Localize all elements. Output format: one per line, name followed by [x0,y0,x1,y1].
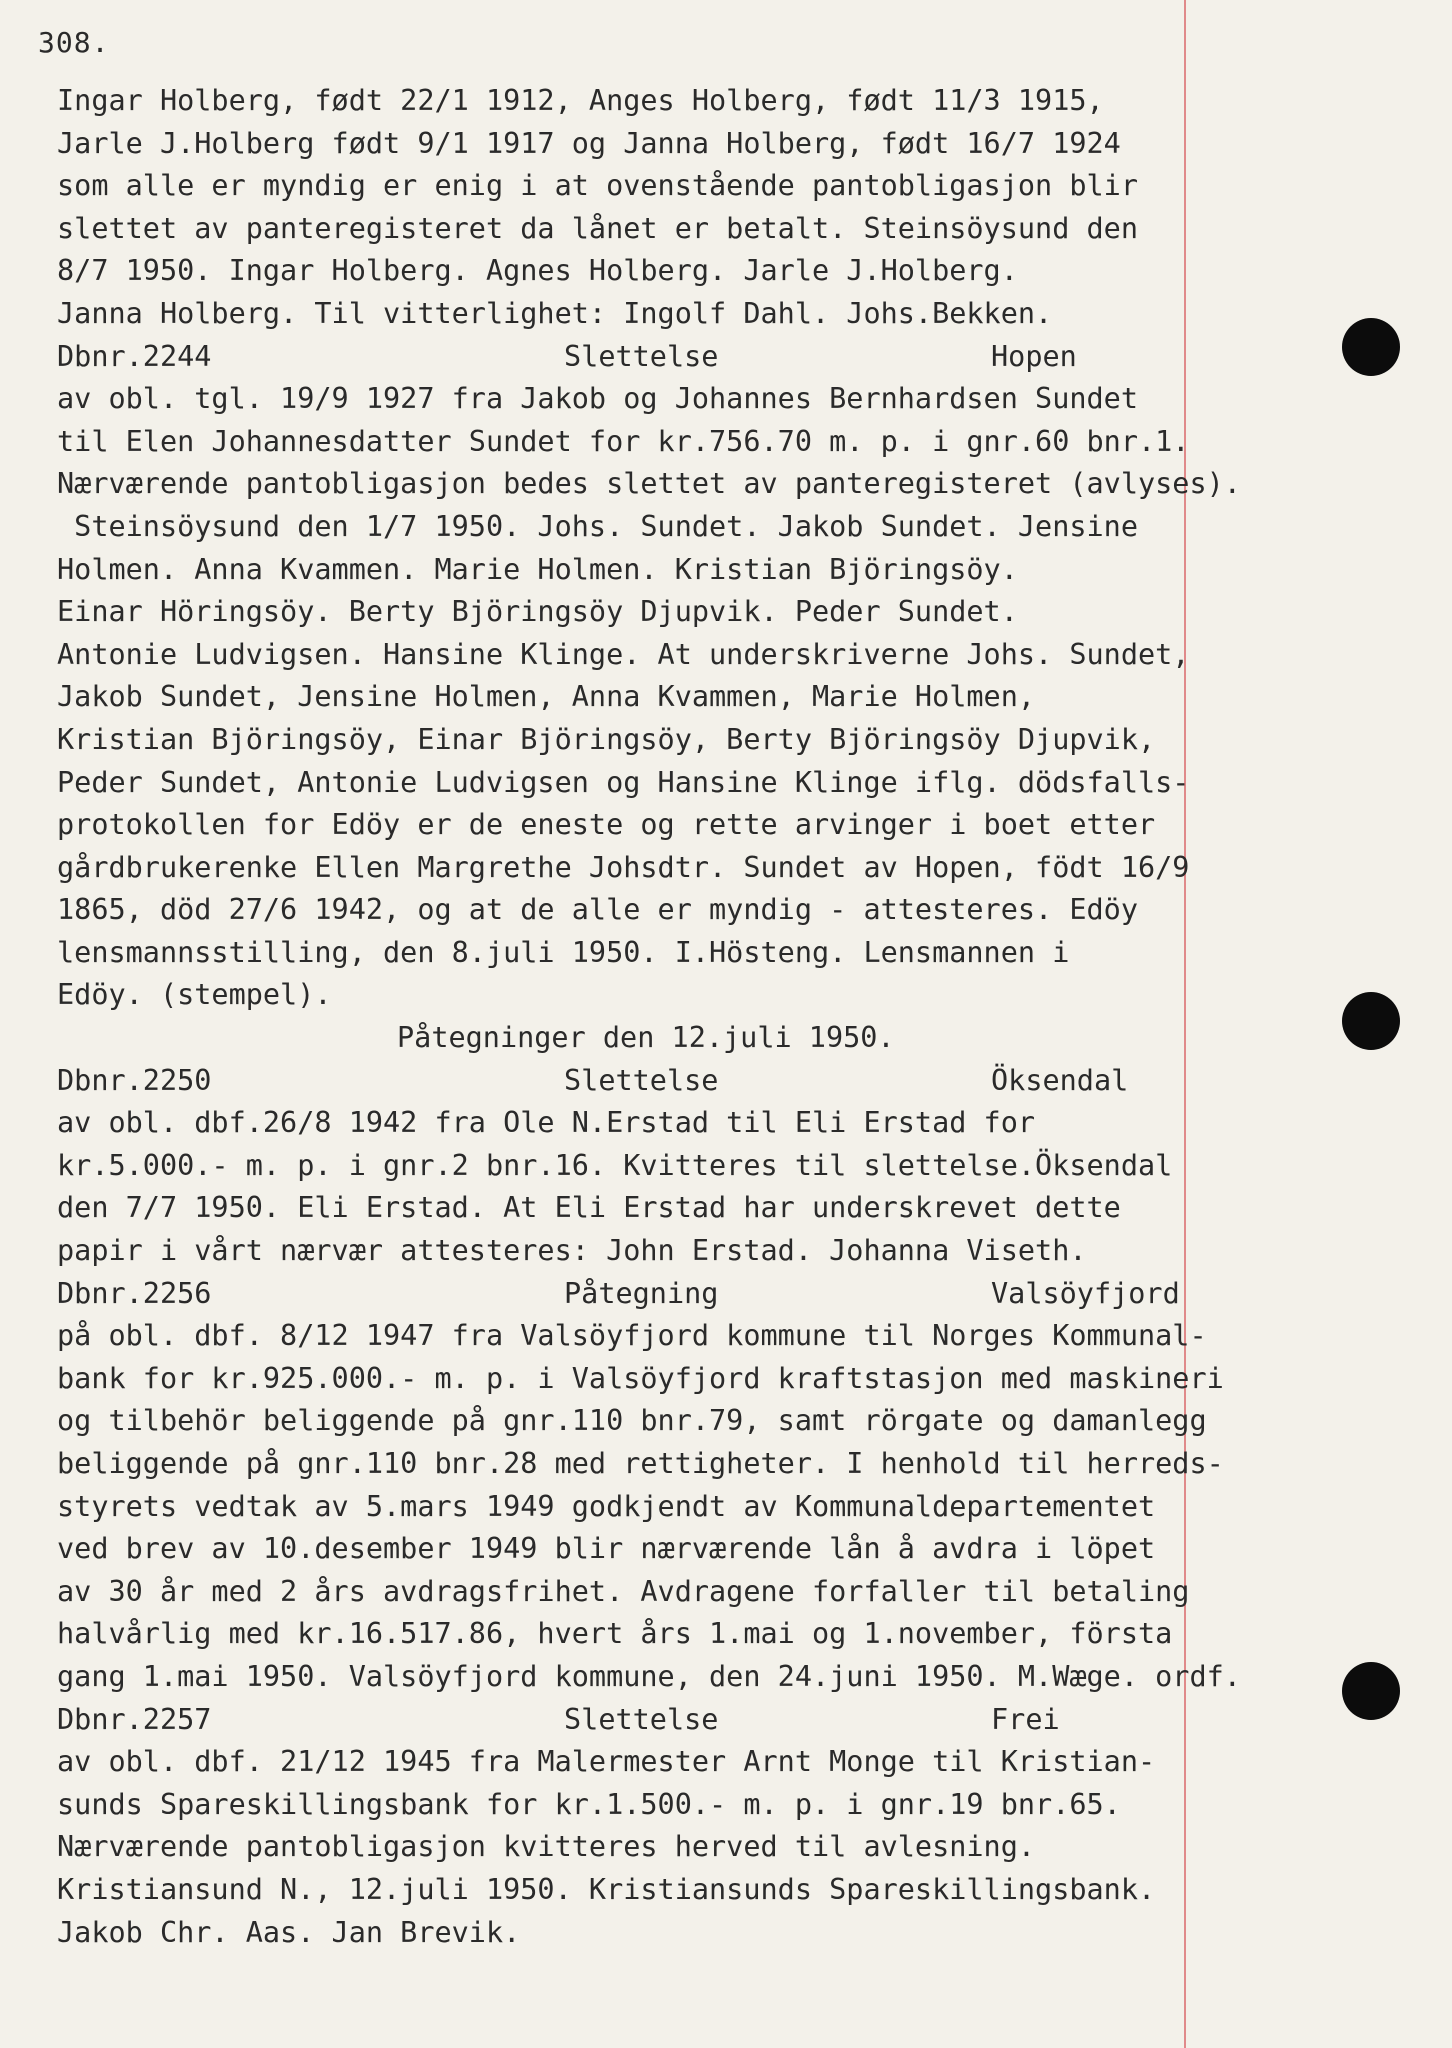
text-line: Nærværende pantobligasjon bedes slettet av panteregisteret (avlyses). [57,467,1241,501]
text-line: Nærværende pantobligasjon kvitteres herved til avlesning. [57,1830,1036,1864]
text-line: styrets vedtak av 5.mars 1949 godkjendt av Kommunaldepartementet [57,1489,1156,1523]
text-line: Ingar Holberg, født 22/1 1912, Anges Holberg, født 11/3 1915, [57,84,1104,117]
text-line: sunds Spareskillingsbank for kr.1.500.- m. p. i gnr.19 bnr.65. [57,1787,1121,1821]
text-line: Edöy. (stempel). [57,978,332,1012]
entry-header [57,1699,1241,1742]
entry-type: Slettelse [564,1063,719,1097]
binder-hole [1342,318,1400,376]
text-line: lensmannsstilling, den 8.juli 1950. I.Hösteng. Lensmannen i [57,935,1070,969]
page-number: 308. [38,26,110,59]
text-line: gårdbrukerenke Ellen Margrethe Johsdtr. Sundet av Hopen, födt 16/9 [57,850,1190,884]
entry-place: Öksendal [991,1063,1129,1097]
text-line: Antonie Ludvigsen. Hansine Klinge. At underskriverne Johs. Sundet, [57,637,1190,671]
entry-dbnr: Dbnr.2250 [57,1063,212,1097]
text-line: Kristiansund N., 12.juli 1950. Kristiansunds Spareskillingsbank. [57,1872,1156,1906]
entry-dbnr: Dbnr.2244 [57,339,212,373]
text-line: Jakob Chr. Aas. Jan Brevik. [57,1915,521,1949]
text-line: den 7/7 1950. Eli Erstad. At Eli Erstad har underskrevet dette [57,1191,1121,1225]
entry-header [57,1060,1241,1103]
entry-type: Slettelse [564,1702,719,1736]
text-line: av obl. tgl. 19/9 1927 fra Jakob og Johannes Bernhardsen Sundet [57,382,1138,416]
text-line: på obl. dbf. 8/12 1947 fra Valsöyfjord kommune til Norges Kommunal- [57,1319,1207,1353]
binder-hole [1342,992,1400,1050]
binder-hole [1342,1662,1400,1720]
text-line: av 30 år med 2 års avdragsfrihet. Avdragene forfaller til betaling [57,1574,1190,1608]
text-line: av obl. dbf. 21/12 1945 fra Malermester Arnt Monge til Kristian- [57,1745,1156,1779]
text-line: og tilbehör beliggende på gnr.110 bnr.79, samt rörgate og damanlegg [57,1404,1207,1438]
text-line: papir i vårt nærvær attesteres: John Erstad. Johanna Viseth. [57,1234,1087,1268]
text-line: slettet av panteregisteret da lånet er betalt. Steinsöysund den [57,211,1138,245]
text-line: protokollen for Edöy er de eneste og rette arvinger i boet etter [57,808,1156,842]
text-line: ved brev av 10.desember 1949 blir nærværende lån å avdra i löpet [57,1532,1156,1566]
text-line: Jarle J.Holberg født 9/1 1917 og Janna Holberg, født 16/7 1924 [57,126,1121,160]
entry-place: Valsöyfjord [991,1276,1180,1310]
entry-type: Slettelse [564,339,719,373]
entry-header [57,1273,1241,1316]
text-line: 8/7 1950. Ingar Holberg. Agnes Holberg. Jarle J.Holberg. [57,254,1018,288]
entry-place: Hopen [991,339,1077,373]
text-line: Holmen. Anna Kvammen. Marie Holmen. Kristian Björingsöy. [57,552,1018,586]
text-line: Einar Höringsöy. Berty Björingsöy Djupvik. Peder Sundet. [57,595,1018,629]
entry-header [57,336,1241,379]
text-line: som alle er myndig er enig i at ovenstående pantobligasjon blir [57,169,1138,203]
text-line: beliggende på gnr.110 bnr.28 med rettigheter. I henhold til herreds- [57,1447,1224,1480]
entry-dbnr: Dbnr.2257 [57,1702,212,1736]
text-line: til Elen Johannesdatter Sundet for kr.756.70 m. p. i gnr.60 bnr.1. [57,424,1190,458]
text-line: Peder Sundet, Antonie Ludvigsen og Hansine Klinge iflg. dödsfalls- [57,765,1190,799]
text-line: halvårlig med kr.16.517.86, hvert års 1.mai og 1.november, första [57,1617,1173,1651]
text-line: Steinsöysund den 1/7 1950. Johs. Sundet. Jakob Sundet. Jensine [57,509,1138,543]
entry-dbnr: Dbnr.2256 [57,1276,212,1310]
text-line: bank for kr.925.000.- m. p. i Valsöyfjord kraftstasjon med maskineri [57,1361,1224,1395]
section-heading: Påtegninger den 12.juli 1950. [397,1021,895,1055]
text-line: Jakob Sundet, Jensine Holmen, Anna Kvammen, Marie Holmen, [57,680,1036,714]
text-line: kr.5.000.- m. p. i gnr.2 bnr.16. Kvitteres til slettelse.Öksendal [57,1148,1173,1182]
text-line: gang 1.mai 1950. Valsöyfjord kommune, den 24.juni 1950. M.Wæge. ordf. [57,1659,1241,1693]
text-line: 1865, död 27/6 1942, og at de alle er myndig - attesteres. Edöy [57,893,1138,927]
text-line: Kristian Björingsöy, Einar Björingsöy, Berty Björingsöy Djupvik, [57,722,1156,756]
text-line: Janna Holberg. Til vitterlighet: Ingolf Dahl. Johs.Bekken. [57,296,1053,330]
entry-type: Påtegning [564,1276,719,1310]
entry-place: Frei [991,1702,1060,1736]
text-body [57,80,1241,1954]
text-line: av obl. dbf.26/8 1942 fra Ole N.Erstad til Eli Erstad for [57,1106,1036,1140]
